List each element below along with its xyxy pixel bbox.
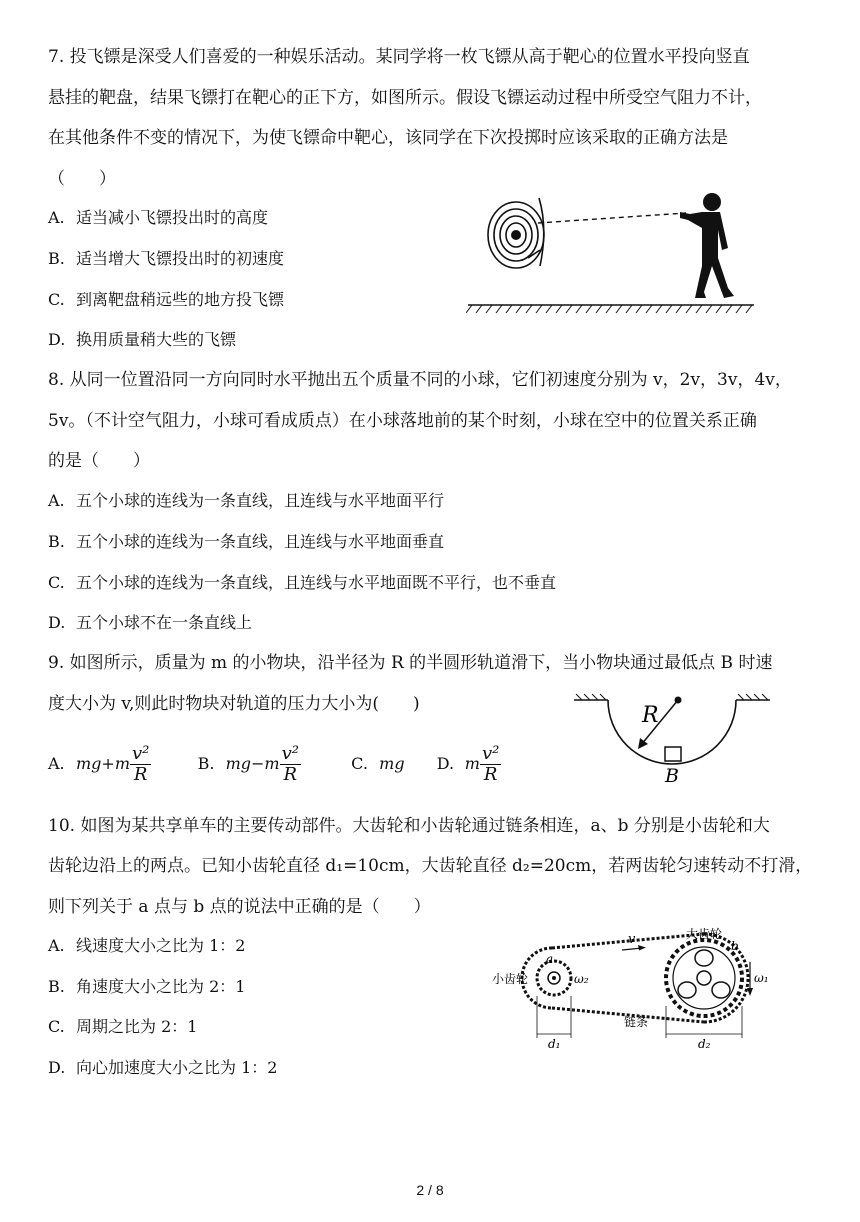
q10-option-b: B. 角速度大小之比为 2：1 xyxy=(48,977,246,996)
q8-option-c: C. 五个小球的连线为一条直线，且连线与水平地面既不平行，也不垂直 xyxy=(48,573,557,592)
label-a: a xyxy=(546,952,554,966)
ground-hatch xyxy=(466,305,752,313)
q9-line-1: 9. 如图所示，质量为 m 的小物块，沿半径为 R 的半圆形轨道滑下，当小物块通过最低点 B 时速 xyxy=(48,653,773,673)
thrower-person xyxy=(680,193,734,298)
q8-option-b: B. 五个小球的连线为一条直线，且连线与水平地面垂直 xyxy=(48,532,445,551)
radius-arrowhead xyxy=(638,738,648,749)
q7-option-c: C. 到离靶盘稍远些的地方投飞镖 xyxy=(48,290,285,309)
label-v: v xyxy=(628,932,636,947)
label-small-gear: 小齿轮 xyxy=(492,972,529,986)
q9-option-d: D. m $\frac{\text{v²}}{R}$ xyxy=(436,743,500,785)
label-omega1: ω₁ xyxy=(754,971,769,985)
track-hatch xyxy=(576,694,768,700)
q7-option-a: A. 适当减小飞镖投出时的高度 xyxy=(48,208,269,227)
q8-option-d: D. 五个小球不在一条直线上 xyxy=(48,613,253,632)
label-b-point: b xyxy=(731,939,739,953)
page-number: 2 / 8 xyxy=(416,1182,444,1198)
label-d1: d₁ xyxy=(548,1037,561,1050)
label-r: R xyxy=(642,703,659,728)
q10-option-a: A. 线速度大小之比为 1：2 xyxy=(48,936,246,955)
q7-line-3: 在其他条件不变的情况下，为使飞镖命中靶心，该同学在下次投掷时应该采取的正确方法是 xyxy=(48,128,728,148)
q7-option-d: D. 换用质量稍大些的飞镖 xyxy=(48,330,237,349)
q8-line-1: 8. 从同一位置沿同一方向同时水平抛出五个质量不同的小球，它们初速度分别为 v，2v，3v，4v， xyxy=(48,370,792,390)
q9-options xyxy=(48,742,501,786)
q7-line-1: 7. 投飞镖是深受人们喜爱的一种娱乐活动。某同学将一枚飞镖从高于靶心的位置水平投向竖直 xyxy=(48,47,750,67)
dart-trajectory xyxy=(538,213,686,223)
block xyxy=(665,747,681,761)
q9-line-2: 度大小为 v,则此时物块对轨道的压力大小为( ) xyxy=(48,694,420,714)
q9-option-b: B. mg−m $\frac{\text{v²}}{R}$ xyxy=(197,743,299,785)
bullseye xyxy=(511,230,521,240)
bike-gear-figure xyxy=(492,926,782,1050)
q8-option-a: A. 五个小球的连线为一条直线，且连线与水平地面平行 xyxy=(48,491,445,510)
q7-line-4: （ ） xyxy=(48,169,116,189)
label-d2: d₂ xyxy=(698,1037,711,1050)
q9-option-c: C. mg xyxy=(351,754,405,773)
q8-line-2: 5v。（不计空气阻力，小球可看成质点）在小球落地前的某个时刻，小球在空中的位置关系正确 xyxy=(48,411,757,431)
q10-line-3: 则下列关于 a 点与 b 点的说法中正确的是（ ） xyxy=(48,897,431,917)
q7-option-b: B. 适当增大飞镖投出时的初速度 xyxy=(48,249,285,268)
label-b: B xyxy=(665,765,679,786)
dart-figure xyxy=(466,188,756,318)
semicircle-track-figure xyxy=(572,690,772,786)
semicircle-track xyxy=(608,700,736,764)
q8-line-3: 的是（ ） xyxy=(48,451,150,471)
q7-line-2: 悬挂的靶盘，结果飞镖打在靶心的正下方，如图所示。假设飞镖运动过程中所受空气阻力不计， xyxy=(48,88,762,108)
label-chain: 链条 xyxy=(624,1015,649,1029)
q10-line-2: 齿轮边沿上的两点。已知小齿轮直径 d₁=10cm，大齿轮直径 d₂=20cm，若两齿轮匀速转动不打滑， xyxy=(48,856,813,876)
q9-option-a: A. mg+m $\frac{\text{v²}}{R}$ xyxy=(48,743,150,785)
label-omega2: ω₂ xyxy=(574,972,589,986)
q10-line-1: 10. 如图为某共享单车的主要传动部件。大齿轮和小齿轮通过链条相连，a、b 分别是小齿轮和大 xyxy=(48,816,770,836)
q10-option-d: D. 向心加速度大小之比为 1：2 xyxy=(48,1058,278,1077)
q10-option-c: C. 周期之比为 2：1 xyxy=(48,1017,198,1036)
label-big-gear: 大齿轮 xyxy=(686,927,723,941)
